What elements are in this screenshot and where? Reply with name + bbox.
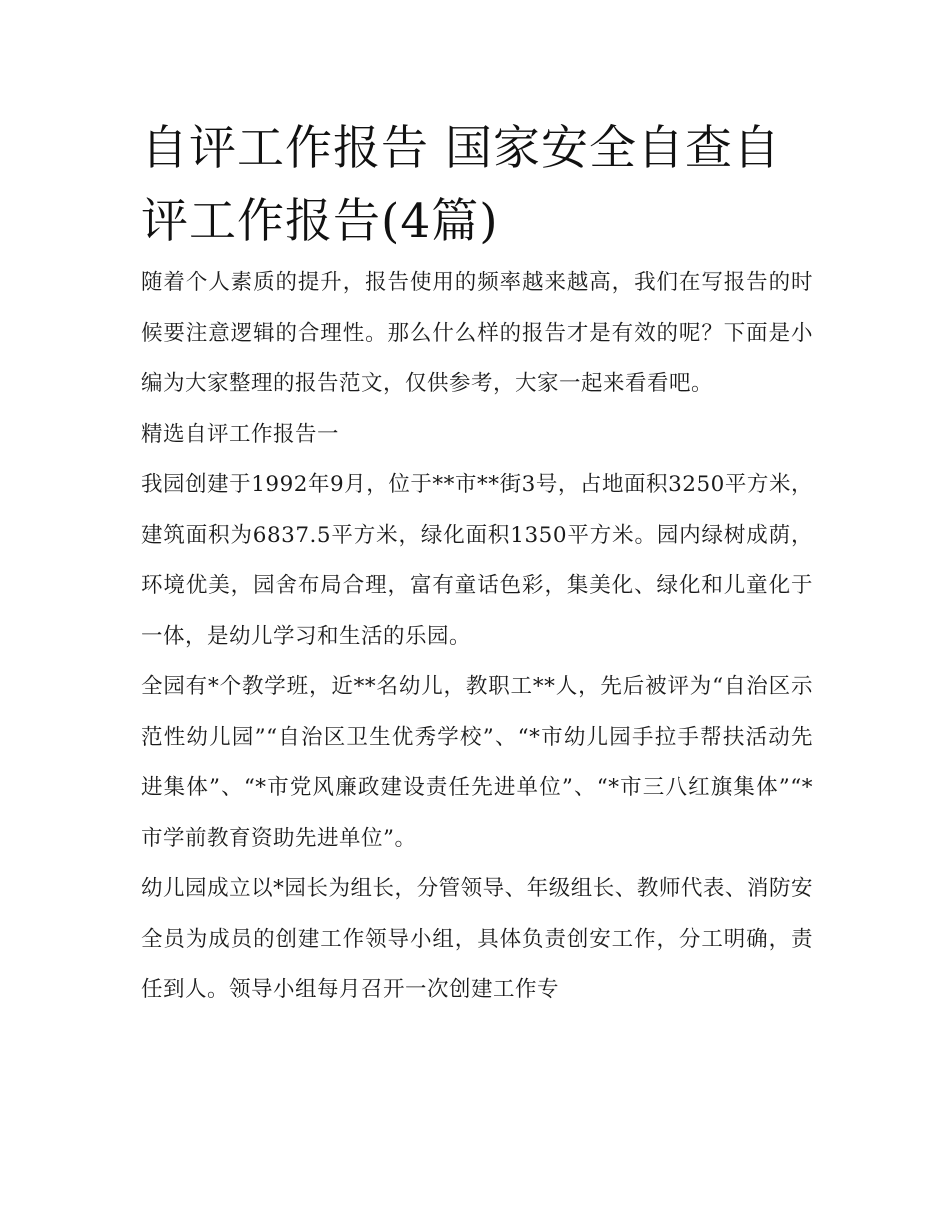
body-paragraph: 幼儿园成立以*园长为组长，分管领导、年级组长、教师代表、消防安全员为成员的创建工作领导小组，具体负责创安工作，分工明确，责任到人。领导小组每月召开一次创建工作专 [141,876,813,1002]
document-title: 自评工作报告 国家安全自查自评工作报告(4篇) [141,121,781,249]
section-heading: 精选自评工作报告一 [141,421,340,447]
body-paragraph: 我园创建于1992年9月，位于**市**街3号，占地面积3250平方米，建筑面积为6837.5平方米，绿化面积1350平方米。园内绿树成荫，环境优美，园舍布局合理，富有童话色彩，集美化、绿化和儿童化于一体，是幼儿学习和生活的乐园。 [141,472,813,649]
body-paragraph: 全园有*个教学班，近**名幼儿，教职工**人，先后被评为“自治区示范性幼儿园”“自治区卫生优秀学校”、“*市幼儿园手拉手帮扶活动先进集体”、“*市党风廉政建设责任先进单位”、“*市三八红旗集体”“*市学前教育资助先进单位”。 [141,674,813,851]
intro-paragraph: 随着个人素质的提升，报告使用的频率越来越高，我们在写报告的时候要注意逻辑的合理性。那么什么样的报告才是有效的呢？下面是小编为大家整理的报告范文，仅供参考，大家一起来看看吧。 [141,270,813,396]
document-page [141,112,813,1016]
